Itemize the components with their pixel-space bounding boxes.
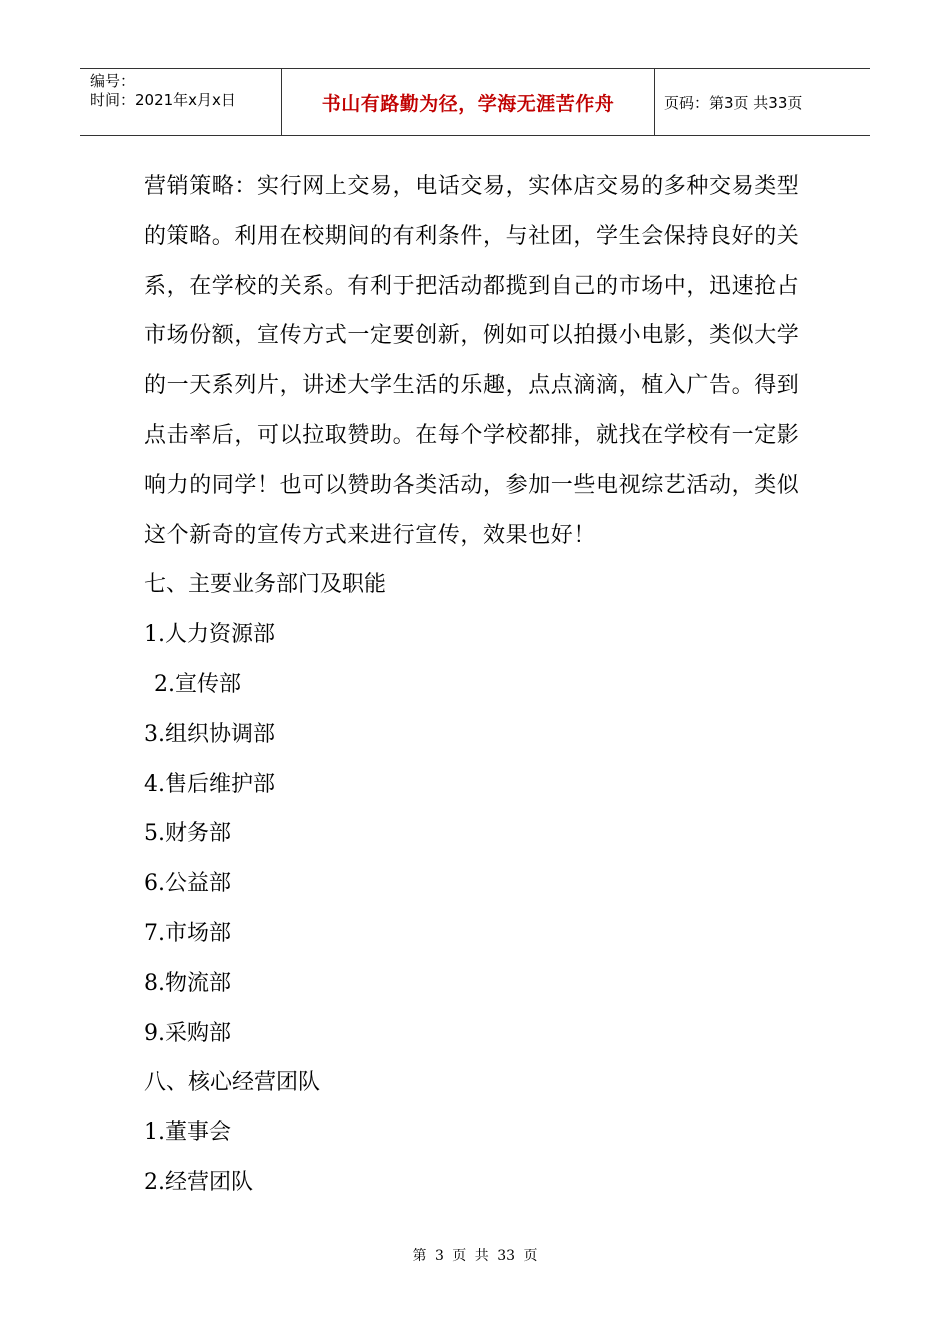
header-divider-right <box>654 69 655 135</box>
department-item-8: 8.物流部 <box>144 970 231 996</box>
department-item-7: 7.市场部 <box>144 920 231 946</box>
department-item-1: 1.人力资源部 <box>144 622 275 648</box>
section-7-heading: 七、主要业务部门及职能 <box>144 572 387 598</box>
document-body <box>144 162 814 1208</box>
header-page-info: 页码：第3页 共33页 <box>664 93 803 112</box>
department-item-3: 3.组织协调部 <box>144 721 275 747</box>
header-number-label: 编号： <box>90 72 136 90</box>
strategy-paragraph: 营销策略：实行网上交易，电话交易，实体店交易的多种交易类型的策略。利用在校期间的有利条件，与社团，学生会保持良好的关系，在学校的关系。有利于把活动都揽到自己的市场中，迅速抢占市场份额，宣传方式一定要创新，例如可以拍摄小电影，类似大学的一天系列片，讲述大学生活的乐趣，点点滴滴，植入广告。得到点击率后，可以拉取赞助。在每个学校都排，就找在学校有一定影响力的同学！也可以赞助各类活动，参加一些电视综艺活动，类似这个新奇的宣传方式来进行宣传，效果也好！ <box>144 174 800 548</box>
header-meta <box>90 72 236 110</box>
section-8-heading: 八、核心经营团队 <box>144 1070 321 1096</box>
team-item-1: 1.董事会 <box>144 1120 231 1146</box>
header-date-label: 时间：2021年x月x日 <box>90 91 236 109</box>
department-item-9: 9.采购部 <box>144 1020 231 1046</box>
header-motto: 书山有路勤为径，学海无涯苦作舟 <box>321 92 615 115</box>
page-footer: 第 3 页 共 33 页 <box>412 1248 538 1264</box>
department-item-4: 4.售后维护部 <box>144 771 275 797</box>
department-item-5: 5.财务部 <box>144 821 231 847</box>
department-item-2: 2.宣传部 <box>154 671 241 697</box>
department-item-6: 6.公益部 <box>144 871 231 897</box>
team-item-2: 2.经营团队 <box>144 1169 253 1195</box>
document-header <box>80 68 870 136</box>
